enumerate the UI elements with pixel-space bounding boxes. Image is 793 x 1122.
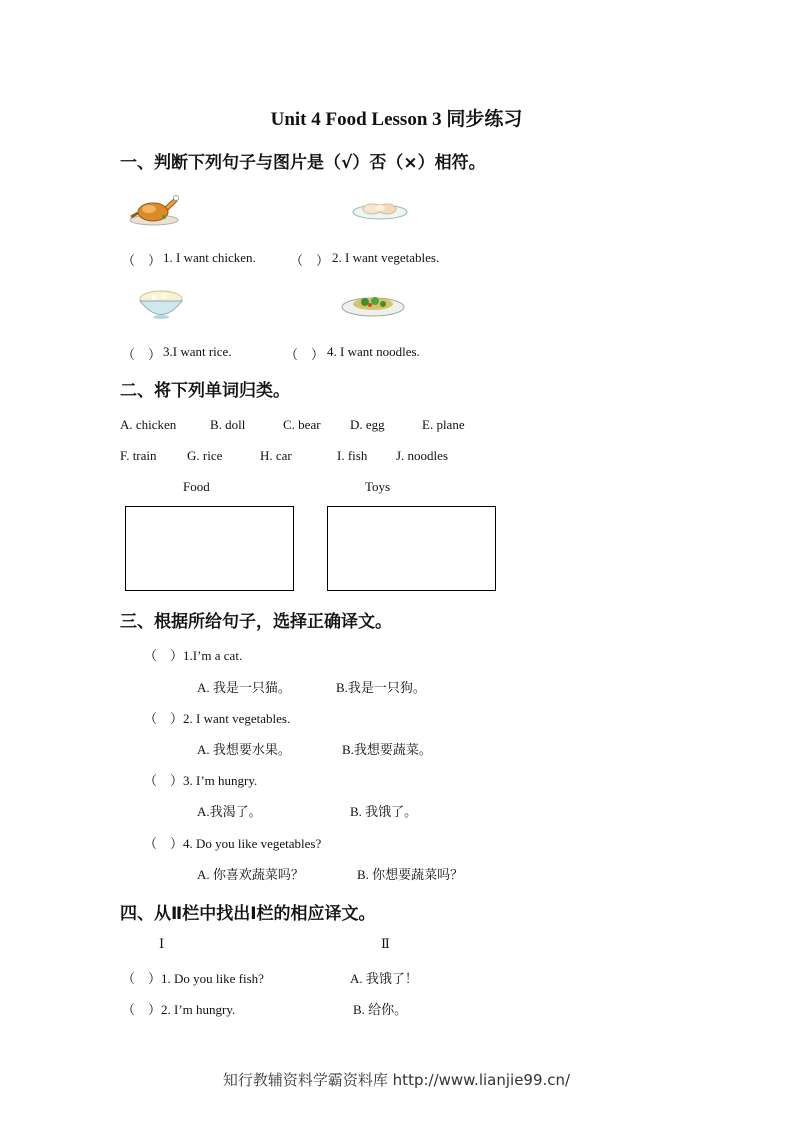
word-option: B. doll	[210, 417, 246, 432]
question-2-text: 2. I want vegetables.	[332, 250, 440, 265]
question-4-text: 4. I want noodles.	[327, 344, 420, 359]
roast-chicken-image	[128, 193, 180, 227]
question-4-blank[interactable]: （ ）	[285, 347, 325, 362]
question-3-text: 3.I want rice.	[163, 344, 232, 359]
word-option: E. plane	[422, 417, 465, 432]
option-a: A. 我是一只猫。	[197, 680, 291, 695]
option-b: B.我是一只狗。	[336, 680, 426, 695]
toys-answer-box[interactable]	[327, 506, 496, 591]
option-a: A. 你喜欢蔬菜吗？	[197, 867, 304, 882]
option-b: B. 我饿了。	[350, 804, 418, 819]
translation-question: （ ）3. I’m hungry.	[144, 773, 258, 788]
section-2-heading: 二、将下列单词归类。	[120, 381, 290, 401]
footer-watermark: 知行教辅资料学霸资料库 http://www.lianjie99.cn/	[222, 1071, 571, 1089]
word-option: D. egg	[350, 417, 385, 432]
word-option: C. bear	[283, 417, 321, 432]
toys-box-label: Toys	[365, 479, 391, 494]
rice-bowl-image	[136, 288, 186, 322]
food-answer-box[interactable]	[125, 506, 294, 591]
option-a: A.我渴了。	[197, 804, 262, 819]
question-3-blank[interactable]: （ ）	[122, 347, 162, 362]
question-1-blank[interactable]: （ ）	[122, 253, 162, 268]
match-right-item: A. 我饿了！	[350, 971, 418, 986]
egg-plate-image	[352, 199, 408, 221]
translation-question: （ ）1.I’m a cat.	[144, 648, 243, 663]
match-left-item: （ ）2. I’m hungry.	[122, 1002, 236, 1017]
word-option: A. chicken	[120, 417, 177, 432]
section-3-heading: 三、根据所给句子，选择正确译文。	[120, 612, 392, 632]
column-1-header: Ⅰ	[159, 936, 165, 951]
question-2-blank[interactable]: （ ）	[290, 253, 330, 268]
option-b: B. 你想要蔬菜吗？	[357, 867, 464, 882]
word-option: G. rice	[187, 448, 223, 463]
word-option: F. train	[120, 448, 157, 463]
page-title: Unit 4 Food Lesson 3 同步练习	[270, 109, 523, 130]
vegetable-dish-image	[341, 292, 405, 318]
question-1-text: 1. I want chicken.	[163, 250, 256, 265]
match-left-item: （ ）1. Do you like fish?	[122, 971, 264, 986]
word-option: J. noodles	[396, 448, 448, 463]
translation-question: （ ）2. I want vegetables.	[144, 711, 291, 726]
match-right-item: B. 给你。	[353, 1002, 408, 1017]
section-1-heading: 一、判断下列句子与图片是（√）否（×）相符。	[120, 153, 486, 173]
option-b: B.我想要蔬菜。	[342, 742, 432, 757]
section-4-heading: 四、从Ⅱ栏中找出Ⅰ栏的相应译文。	[120, 904, 376, 924]
food-box-label: Food	[183, 479, 210, 494]
word-option: I. fish	[337, 448, 368, 463]
translation-question: （ ）4. Do you like vegetables?	[144, 836, 322, 851]
word-option: H. car	[260, 448, 292, 463]
option-a: A. 我想要水果。	[197, 742, 291, 757]
column-2-header: Ⅱ	[381, 936, 390, 951]
